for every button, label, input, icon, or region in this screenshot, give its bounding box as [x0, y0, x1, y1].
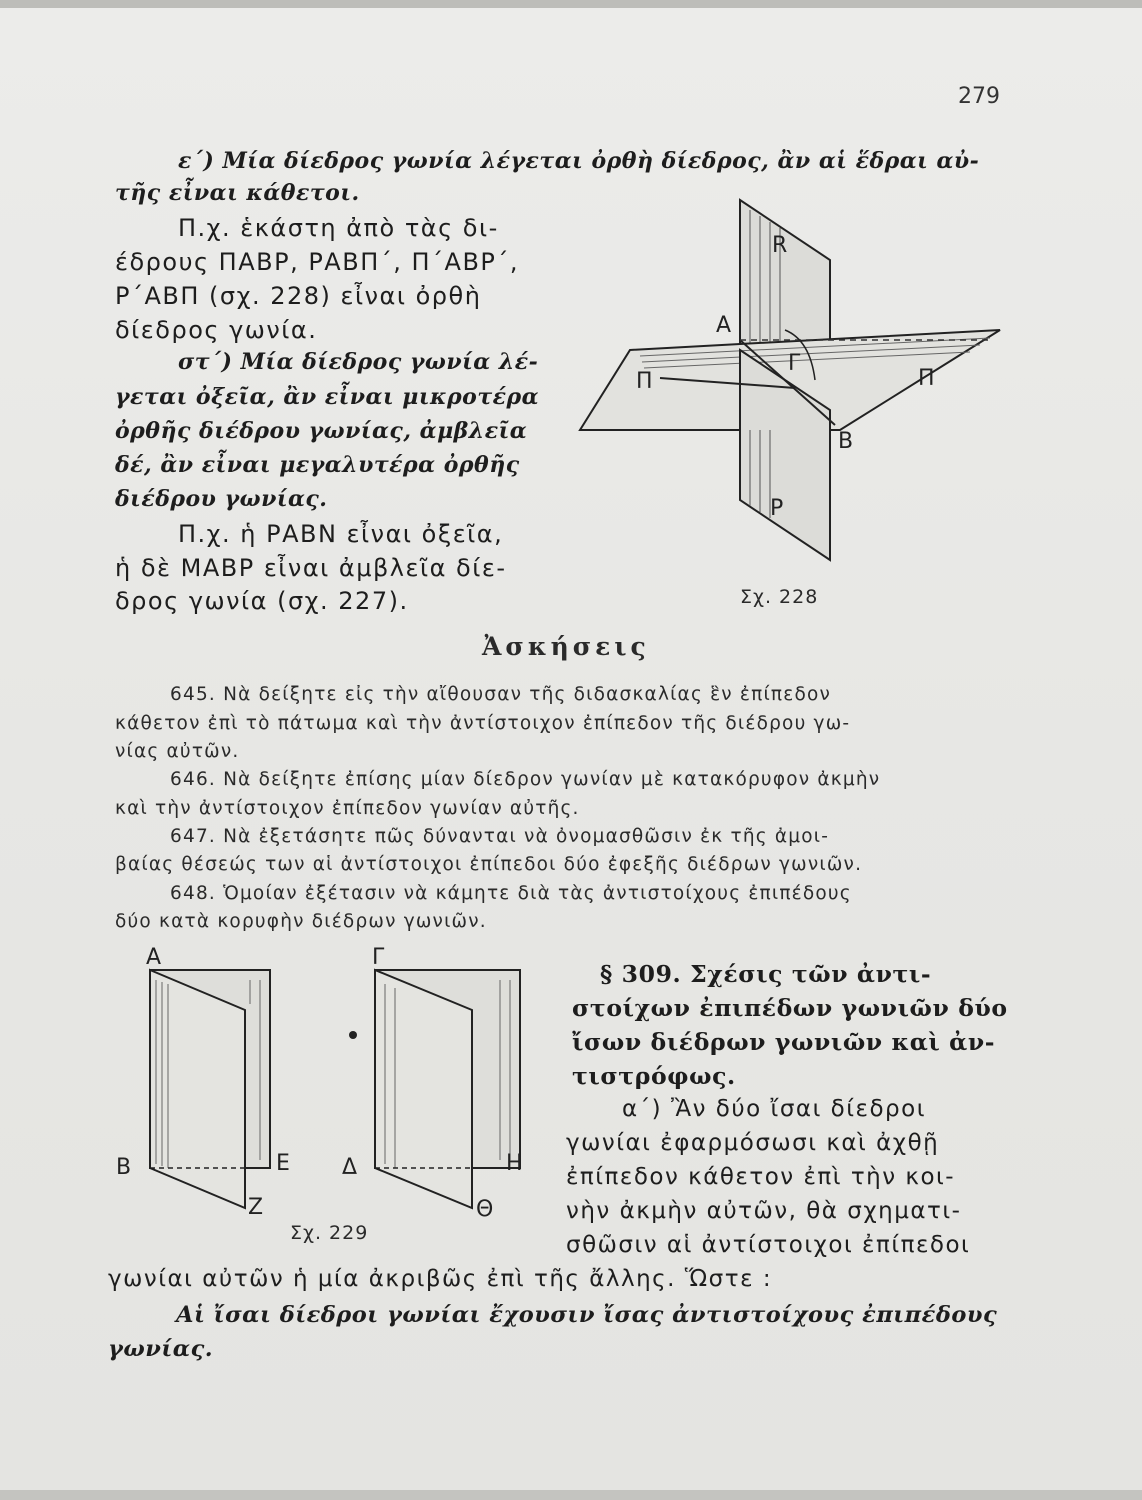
scan-top-edge: [0, 0, 1142, 8]
label-h: H: [506, 1151, 523, 1176]
figure-228: [560, 180, 1010, 620]
exercise-648-line-2: δύο κατὰ κορυφὴν διέδρων γωνιῶν.: [115, 911, 487, 932]
label-e: E: [276, 1151, 290, 1176]
right-front-face: [375, 970, 472, 1208]
exercise-645-line-1: 645. Νὰ δείξητε εἰς τὴν αἴθουσαν τῆς διδασκαλίας ἓν ἐπίπεδον: [170, 684, 832, 705]
label-delta: Δ: [342, 1155, 358, 1180]
example2-line-1: Π.χ. ἡ ΡΑΒΝ εἶναι ὀξεῖα,: [178, 520, 504, 548]
exercise-648-line-1: 648. Ὁμοίαν ἐξέτασιν νὰ κάμητε διὰ τὰς ἀντιστοίχους ἐπιπέδους: [170, 883, 852, 904]
para-e-line-1: ε΄) Μία δίεδρος γωνία λέγεται ὀρθὴ δίεδρος, ἂν αἱ ἕδραι αὐ-: [178, 148, 980, 174]
section-309-title-line-1: § 309. Σχέσις τῶν ἀντι-: [600, 960, 932, 988]
section-309-body-line-5: σθῶσιν αἱ ἀντίστοιχοι ἐπίπεδοι: [566, 1232, 971, 1258]
section-309-body-line-3: ἐπίπεδον κάθετον ἐπὶ τὴν κοι-: [566, 1164, 956, 1190]
label-gamma: Γ: [788, 351, 801, 376]
conclusion-line-1: Αἱ ἴσαι δίεδροι γωνίαι ἔχουσιν ἴσας ἀντιστοίχους ἐπιπέδους: [176, 1302, 998, 1328]
left-front-face: [150, 970, 245, 1208]
figure-229-caption: Σχ. 229: [290, 1222, 369, 1244]
example1-line-1: Π.χ. ἑκάστη ἀπὸ τὰς δι-: [178, 214, 499, 242]
figure-229: [110, 940, 550, 1240]
para-e-line-2: τῆς εἶναι κάθετοι.: [115, 180, 360, 206]
exercises-heading: Ἀσκήσεις: [482, 632, 650, 661]
section-309-final-line: γωνίαι αὐτῶν ἡ μία ἀκριβῶς ἐπὶ τῆς ἄλλης. Ὥστε :: [108, 1266, 773, 1292]
section-309-title-line-4: τιστρόφως.: [572, 1062, 736, 1090]
example1-line-2: έδρους ΠΑΒΡ, ΡΑΒΠ΄, Π΄ΑΒΡ΄,: [115, 248, 520, 276]
exercise-647-line-1: 647. Νὰ ἐξετάσητε πῶς δύνανται νὰ ὀνομασθῶσιν ἐκ τῆς ἀμοι-: [170, 826, 830, 847]
separator-dot: [349, 1031, 357, 1039]
section-309-body-line-4: νὴν ἀκμὴν αὐτῶν, θὰ σχηματι-: [566, 1198, 962, 1224]
label-a: A: [716, 313, 732, 338]
example2-line-2: ἡ δὲ ΜΑΒΡ εἶναι ἀμβλεῖα δίε-: [115, 554, 507, 582]
label-b: B: [116, 1155, 132, 1180]
para-st-line-4: δέ, ἂν εἶναι μεγαλυτέρα ὀρθῆς: [115, 452, 520, 478]
section-309-body-line-2: γωνίαι ἐφαρμόσωσι καὶ ἀχθῇ: [566, 1130, 940, 1156]
figure-228-caption: Σχ. 228: [740, 586, 819, 608]
example1-line-4: δίεδρος γωνία.: [115, 316, 318, 344]
label-r-prime: P: [770, 496, 784, 521]
section-309-title-line-3: ἴσων διέδρων γωνιῶν καὶ ἀν-: [572, 1028, 996, 1056]
label-pi: Π: [636, 369, 653, 394]
para-st-line-2: γεται ὀξεῖα, ἂν εἶναι μικροτέρα: [115, 384, 540, 410]
label-a: A: [146, 945, 162, 970]
para-st-line-5: διέδρου γωνίας.: [115, 486, 328, 512]
label-gamma: Γ: [372, 945, 385, 970]
para-st-line-1: στ΄) Μία δίεδρος γωνία λέ-: [178, 349, 539, 375]
section-309-body-line-1: α΄) Ἂν δύο ἴσαι δίεδροι: [622, 1096, 926, 1122]
exercise-647-line-2: βαίας θέσεώς των αἱ ἀντίστοιχοι ἐπίπεδοι δύο ἐφεξῆς διέδρων γωνιῶν.: [115, 854, 863, 875]
exercise-645-line-3: νίας αὐτῶν.: [115, 741, 240, 762]
label-b: B: [838, 429, 854, 454]
label-z: Z: [248, 1195, 264, 1220]
example2-line-3: δρος γωνία (σχ. 227).: [115, 587, 409, 615]
label-pi-prime: Π: [918, 366, 935, 391]
section-309-title-line-2: στοίχων ἐπιπέδων γωνιῶν δύο: [572, 994, 1008, 1022]
exercise-646-line-1: 646. Νὰ δείξητε ἐπίσης μίαν δίεδρον γωνίαν μὲ κατακόρυφον ἀκμὴν: [170, 769, 881, 790]
scan-bottom-edge: [0, 1490, 1142, 1500]
para-st-line-3: ὀρθῆς διέδρου γωνίας, ἀμβλεῖα: [115, 418, 528, 444]
exercise-646-line-2: καὶ τὴν ἀντίστοιχον ἐπίπεδον γωνίαν αὐτῆς.: [115, 798, 580, 819]
page-number: 279: [958, 84, 1000, 109]
exercise-645-line-2: κάθετον ἐπὶ τὸ πάτωμα καὶ τὴν ἀντίστοιχον ἐπίπεδον τῆς διέδρου γω-: [115, 713, 851, 734]
conclusion-line-2: γωνίας.: [108, 1336, 214, 1362]
example1-line-3: Ρ΄ΑΒΠ (σχ. 228) εἶναι ὀρθὴ: [115, 282, 482, 310]
label-r: R: [772, 233, 788, 258]
label-theta: Θ: [476, 1197, 494, 1222]
